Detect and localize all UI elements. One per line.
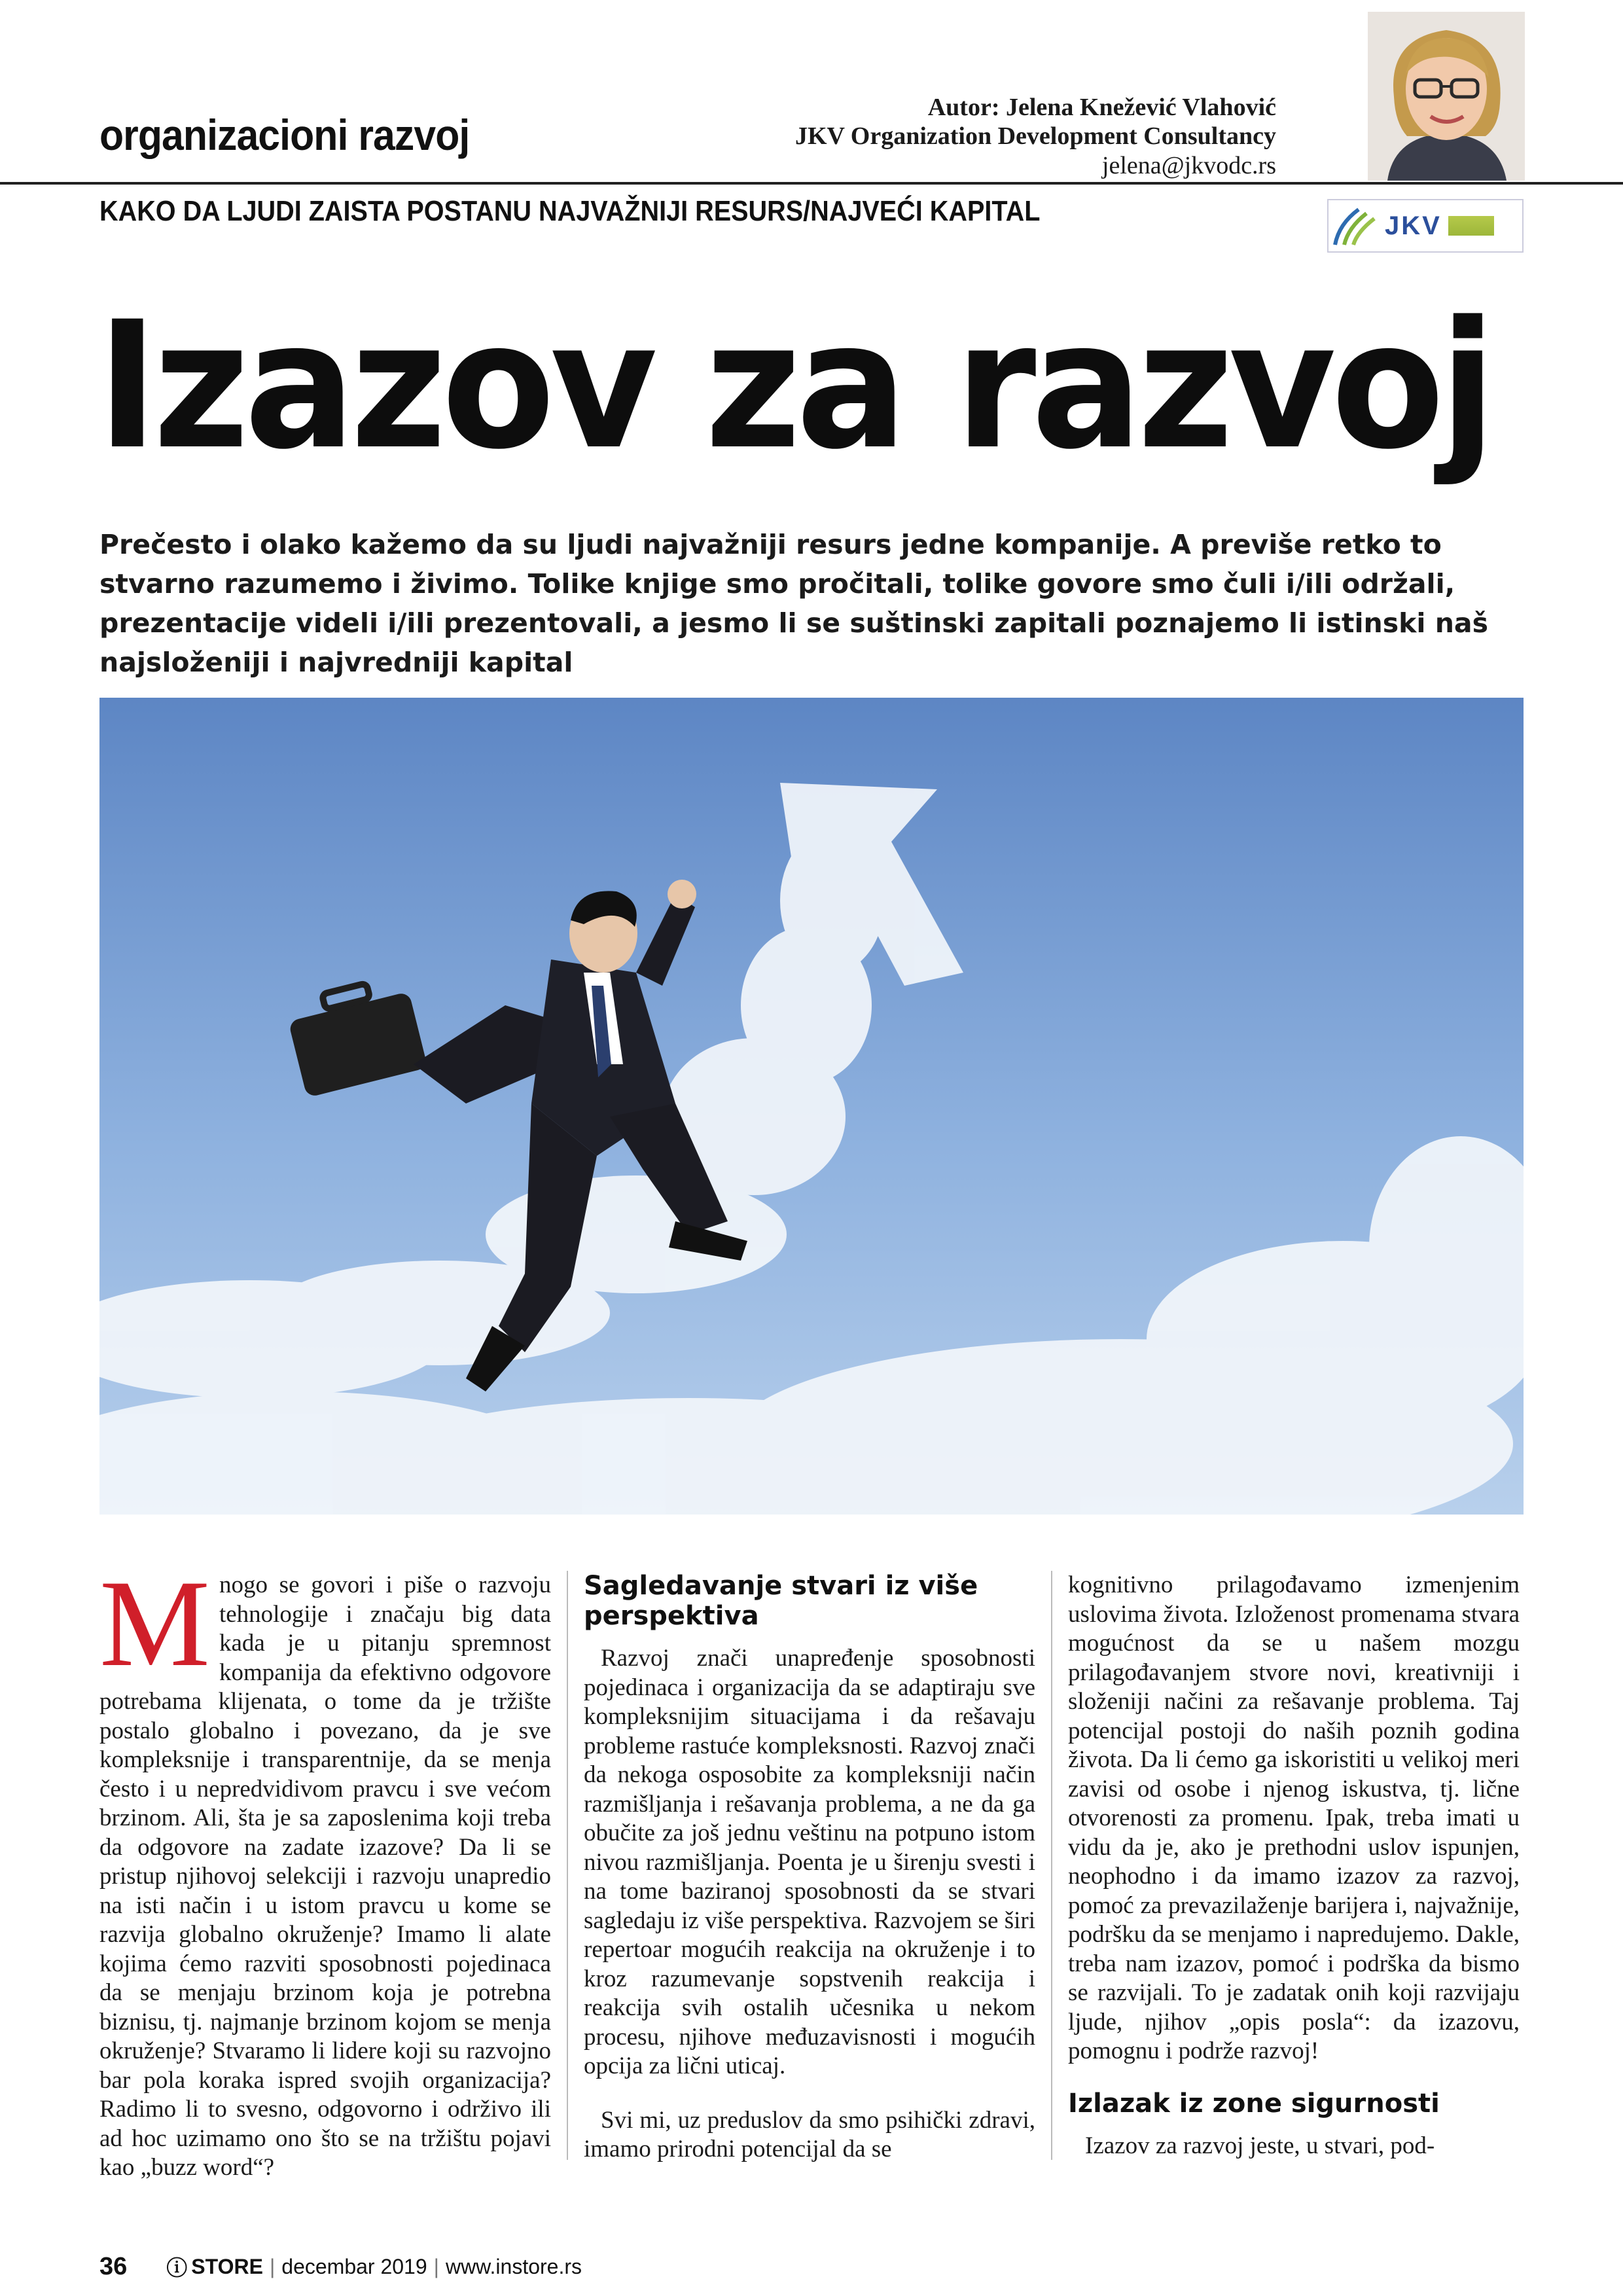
author-company: JKV Organization Development Consultancy [794, 122, 1276, 150]
article-title: Izazov za razvoj [97, 284, 1491, 488]
drop-cap: M [99, 1555, 210, 1693]
jkv-logo-tagline-bar [1448, 216, 1494, 236]
jkv-logo [1327, 199, 1524, 253]
subhead-perspective: Sagledavanje stvari iz više perspektiva [584, 1571, 978, 1631]
column-3-paragraph: Izazov za razvoj jeste, u stvari, pod- [1085, 2132, 1435, 2159]
author-email: jelena@jkvodc.rs [1101, 152, 1276, 179]
footer-separator: | [269, 2254, 276, 2278]
store-logo-icon: ⓘ [166, 2256, 188, 2280]
footer-separator: | [433, 2254, 439, 2278]
author-name: Autor: Jelena Knežević Vlahović [927, 94, 1276, 121]
footer-url[interactable]: www.instore.rs [445, 2254, 582, 2278]
column-divider [1051, 1571, 1052, 2160]
column-2-paragraph: Svi mi, uz preduslov da smo psihički zdravi, imamo prirodni potencijal da se [584, 2106, 1035, 2162]
column-2-paragraph: Razvoj znači unapređenje sposobnosti pojedinaca i organizacija da se adaptiraju sve kompleksnijim situacijama i da rešavaju probleme rastuće kompleksnosti. Razvoj znači da nekoga osposobite za kompleksniji način razmišljanja i rešavanja problema, a ne da ga obučite za još jednu veštinu na potpuno istom nivou razmišljanja. Poenta je u širenju svesti i na tome baziranoj sposobnosti da se stvari sagledaju iz više perspektiva. Razvojem se širi repertoar mogućih reakcija na okruženje i to kroz razumevanje sopstvenih reakcija i reakcija svih ostalih učesnika u nekom procesu, njihove međuzavisnosti i mogućih opcija za lični uticaj. [584, 1645, 1035, 2079]
column-divider [567, 1571, 568, 2160]
author-block [795, 93, 1276, 181]
footer-issue: decembar 2019 [281, 2254, 427, 2278]
subhead-comfort-zone: Izlazak iz zone sigurnosti [1068, 2088, 1440, 2119]
page-footer [99, 2251, 582, 2282]
page-number: 36 [99, 2252, 128, 2280]
column-3-paragraph: kognitivno prilagođavamo izmenjenim uslovima života. Izloženost promenama stvara mogućnost da se u našem mozgu prilagođavanjem stvore novi, kreativniji i složeniji načini za rešavanje problema. Taj potencijal postoji do naših poznih godina života. Da li ćemo ga iskoristiti u velikoj meri zavisi od osobe i njenog iskustva, tj. lične otvorenosti za promenu. Ipak, treba imati u vidu da je, ako je prethodni uslov ispunjen, neophodno i da imamo izazov za razvoj, pomoć za prevazilaženje barijera i, najvažnije, podršku da se menjamo i napredujemo. Dakle, treba nam izazov, pomoć i podrška da bismo se razvijali. To je zadatak onih koji razvijaju ljude, njihov „opis posla“: da izazovu, pomognu i podrže razvoj! [1068, 1571, 1520, 2064]
kicker: KAKO DA LJUDI ZAISTA POSTANU NAJVAŽNIJI RESURS/NAJVEĆI KAPITAL [99, 195, 1041, 227]
article-column-2 [584, 1571, 1035, 2164]
jkv-logo-text: JKV [1385, 211, 1442, 240]
jkv-mark-icon [1332, 204, 1382, 247]
header-rule [0, 182, 1623, 185]
author-portrait [1368, 12, 1525, 181]
column-1-text: nogo se govori i piše o razvoju tehnologije i značaju big data kada je u pitanju spremnost kompanija da efektivno odgovore potrebama klijenata, o tome da je tržište postalo globalno i povezano, da je sve kompleksnije i transparentnije, da se menja često i u nepredvidivom pravcu i sve većom brzinom. Ali, šta je sa zaposlenima koji treba da odgovore na zadate izazove? Da li se pristup njihovoj selekciji i razvoju unapredio na isti način i u istom pravcu u kome se razvija globalno okruženje? Imamo li alate kojima ćemo razviti sposobnosti pojedinaca da se menjaju brzinom koja je potrebna biznisu, tj. najmanje brzinom kojom se menja okruženje? Stvaramo li lidere koji su razvojno bar pola koraka ispred svojih organizacija? Radimo li to svesno, odgovorno i održivo ili ad hoc uzimamo ono što se na tržištu pojavi kao „buzz word“? [99, 1571, 551, 2181]
article-column-1 [99, 1555, 551, 2183]
article-column-3 [1068, 1571, 1520, 2161]
footer-brand: STORE [191, 2254, 263, 2278]
section-label: organizacioni razvoj [99, 111, 470, 159]
hero-photo [99, 698, 1524, 1515]
article-lead: Prečesto i olako kažemo da su ljudi najvažniji resurs jedne kompanije. A previše retko to stvarno razumemo i živimo. Tolike knjige smo pročitali, tolike govore smo čuli i/ili održali, prezentacije videli i/ili prezentovali, a jesmo li se suštinski zapitali poznajemo li istinski naš najsloženiji i najvredniji kapital [99, 529, 1488, 678]
